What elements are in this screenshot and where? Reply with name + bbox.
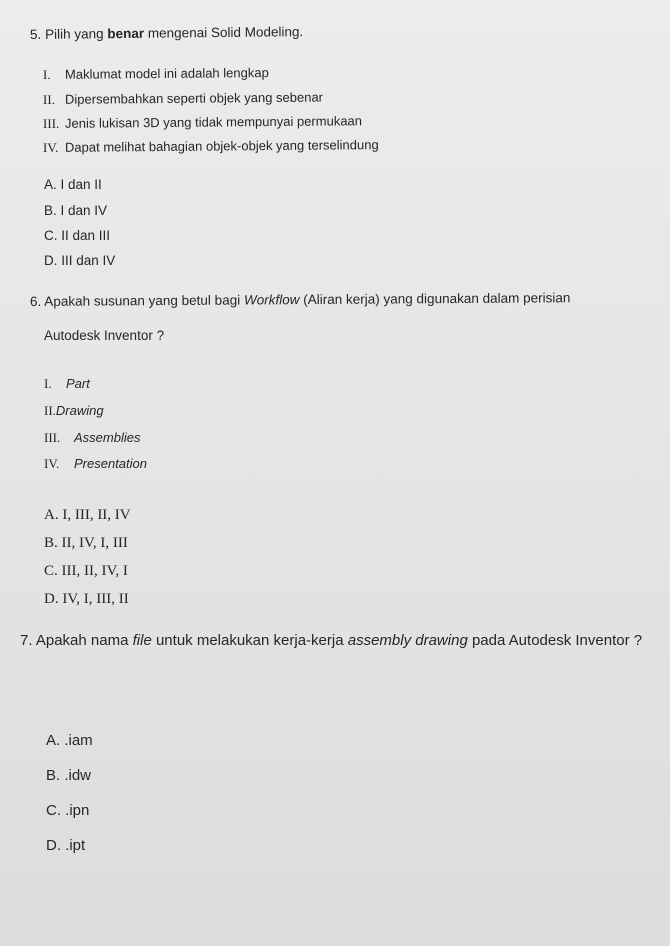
q7-option-d: D. .ipt [46,837,86,854]
q5-option-d: D. III dan IV [44,253,116,268]
q6-text-after: (Aliran kerja) yang digunakan dalam perisian [303,290,571,308]
q6-question-line2: Autodesk Inventor ? [44,328,165,343]
q6-item-2-text: Drawing [55,403,104,418]
q7-italic-file: file [132,632,152,649]
q5-item-2-text: Dipersembahkan seperti objek yang sebenar [64,89,324,107]
q6-item-2 [44,403,104,419]
q5-item-1-roman: I. [42,66,51,82]
q5-item-3-text: Jenis lukisan 3D yang tidak mempunyai permukaan [64,113,363,131]
q6-item-3-roman: III. [44,430,61,445]
q6-option-b: B. II, IV, I, III [44,535,128,551]
q5-text-before: Pilih yang [44,26,104,42]
q7-text-mid: untuk melakukan kerja-kerja [155,632,344,649]
q7-text-before: Apakah nama [35,632,129,649]
q5-number: 5. [29,26,42,42]
q5-bold-word: benar [107,25,145,42]
q7-question [20,632,642,649]
q6-text-before: Apakah susunan yang betul bagi [44,292,241,309]
q6-item-1-roman: I. [44,376,52,391]
q6-option-d: D. IV, I, III, II [44,591,129,607]
q7-italic-assembly: assembly drawing [347,632,468,649]
q6-item-3 [44,430,140,446]
q6-item-3-text: Assemblies [74,430,141,445]
q5-item-1-text: Maklumat model ini adalah lengkap [64,65,269,82]
q6-item-4-roman: IV. [44,456,60,471]
q7-option-b: B. .idw [46,767,92,784]
q6-option-a: A. I, III, II, IV [44,507,131,523]
q6-item-4-text: Presentation [74,456,147,471]
q6-item-1-text: Part [66,376,90,391]
q5-option-b: B. I dan IV [44,203,108,218]
q5-option-c: C. II dan III [44,228,111,243]
q6-number: 6. [29,293,42,309]
q6-item-2-roman: II. [44,403,56,418]
q5-item-1 [43,65,269,83]
q6-item-1 [44,376,90,392]
q6-item-4 [44,456,147,472]
q5-text-after: mengenai Solid Modeling. [147,24,304,41]
q5-option-a: A. I dan II [44,177,102,192]
q5-item-4-text: Dapat melihat bahagian objek-objek yang terselindung [64,137,379,155]
q7-option-c: C. .ipn [46,802,90,819]
q7-option-a: A. .iam [46,732,93,749]
q5-question [30,24,303,42]
q5-item-3 [43,113,362,132]
q5-item-2 [43,90,323,108]
q6-question [30,290,570,309]
q5-item-4-roman: IV. [42,139,59,155]
q7-number: 7. [20,632,33,649]
q5-item-3-roman: III. [42,115,60,131]
q7-text-after: pada Autodesk Inventor ? [471,632,643,649]
q5-item-4 [43,137,379,156]
q5-item-2-roman: II. [42,91,55,107]
q6-italic-word: Workflow [243,292,300,308]
q6-option-c: C. III, II, IV, I [44,563,128,579]
